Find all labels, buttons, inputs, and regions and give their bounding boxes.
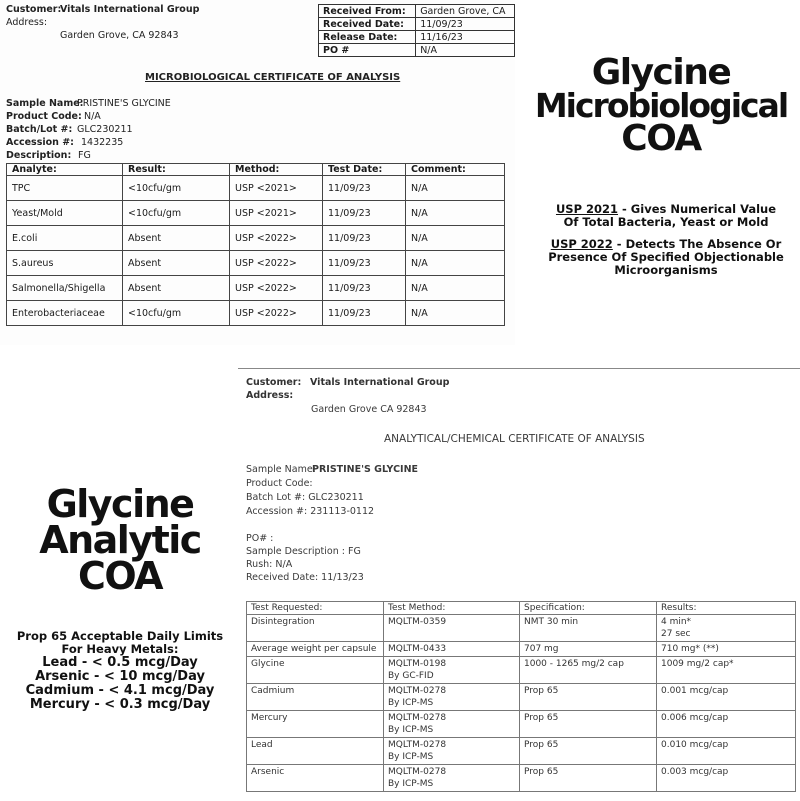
table-cell: Enterobacteriaceae: [7, 301, 123, 326]
result-cell: 1009 mg/2 cap*: [657, 657, 796, 684]
analytic-heading-line3: COA: [77, 554, 163, 599]
sample-name-value: PRISTINE'S GLYCINE: [77, 98, 171, 109]
test-cell: Lead: [247, 738, 384, 765]
prop65-lead: Lead - < 0.5 mcg/Day: [42, 655, 198, 670]
table-row: [7, 276, 505, 301]
result-cell: 710 mg* (**): [657, 642, 796, 657]
accession-label: Accession #:: [6, 137, 74, 148]
method-cell: [384, 657, 520, 684]
usp-2022-text: - Detects The Absence Or Presence Of Specified Objectionable Microorganisms: [548, 237, 784, 277]
received-info-table: [318, 4, 515, 57]
table-row: [247, 765, 796, 792]
result-cell: 0.010 mcg/cap: [657, 738, 796, 765]
result-cell: 0.006 mcg/cap: [657, 711, 796, 738]
table-cell: Absent: [123, 251, 230, 276]
table-cell: 11/09/23: [323, 226, 406, 251]
method-cell: MQLTM-0433: [384, 642, 520, 657]
prop65-cadmium: Cadmium - < 4.1 mcg/Day: [25, 683, 215, 698]
column-header: Specification:: [520, 602, 657, 615]
test-cell: Glycine: [247, 657, 384, 684]
table-cell: 11/09/23: [323, 276, 406, 301]
table-cell: 11/09/23: [323, 251, 406, 276]
test-cell: Arsenic: [247, 765, 384, 792]
micro-heading: [522, 52, 800, 159]
table-cell: USP <2021>: [230, 201, 323, 226]
table-cell: TPC: [7, 176, 123, 201]
micro-heading-line3: COA: [621, 117, 701, 159]
table-row: [247, 711, 796, 738]
table-row: [247, 642, 796, 657]
customer-value: Vitals International Group: [310, 377, 450, 388]
product-code-label: Product Code:: [6, 111, 82, 122]
received-date-value: 11/09/23: [416, 18, 515, 31]
test-cell: Average weight per capsule: [247, 642, 384, 657]
usp-2022-note: [548, 238, 784, 277]
test-cell: Mercury: [247, 711, 384, 738]
accession-value: 1432235: [81, 137, 124, 148]
table-cell: USP <2022>: [230, 226, 323, 251]
address-label: Address:: [246, 390, 294, 401]
table-row: [319, 31, 515, 44]
sample-name-value: PRISTINE'S GLYCINE: [312, 464, 419, 475]
column-header: Test Requested:: [247, 602, 384, 615]
table-row: [7, 176, 505, 201]
table-header-row: [7, 164, 505, 176]
method-line1: MQLTM-0278: [388, 713, 447, 723]
method-cell: [384, 765, 520, 792]
table-cell: N/A: [406, 226, 505, 251]
prop65-arsenic: Arsenic - < 10 mcg/Day: [35, 669, 205, 684]
received-date-label: Received Date:: [319, 18, 416, 31]
result-line2: 27 sec: [661, 629, 691, 639]
analytic-heading-line1: Glycine: [46, 482, 194, 526]
table-row: [247, 657, 796, 684]
table-row: [247, 615, 796, 642]
test-cell: Disintegration: [247, 615, 384, 642]
table-cell: USP <2021>: [230, 176, 323, 201]
method-line2: By ICP-MS: [388, 698, 434, 708]
table-cell: N/A: [406, 201, 505, 226]
description-label: Description:: [6, 150, 72, 161]
po-label: PO #: [319, 44, 416, 57]
table-row: [7, 251, 505, 276]
customer-value: Vitals International Group: [60, 4, 200, 15]
table-header-row: [247, 602, 796, 615]
table-cell: <10cfu/gm: [123, 201, 230, 226]
table-cell: 11/09/23: [323, 301, 406, 326]
received-date: Received Date: 11/13/23: [246, 572, 364, 583]
method-line1: MQLTM-0278: [388, 740, 447, 750]
table-cell: N/A: [406, 251, 505, 276]
table-cell: 11/09/23: [323, 176, 406, 201]
table-row: [319, 44, 515, 57]
prop65-intro: Prop 65 Acceptable Daily Limits For Heavy Metals:: [16, 629, 224, 656]
description-value: FG: [78, 150, 91, 161]
micro-coa-document: [0, 0, 515, 345]
usp-2021-note: [548, 203, 784, 229]
table-cell: Absent: [123, 226, 230, 251]
method-line2: By ICP-MS: [388, 779, 434, 789]
analytic-coa-title: ANALYTICAL/CHEMICAL CERTIFICATE OF ANALYSIS: [384, 433, 645, 445]
method-cell: [384, 615, 520, 642]
batch-lot: Batch Lot #: GLC230211: [246, 492, 364, 503]
micro-heading-line1: Glycine: [591, 52, 731, 93]
method-line2: By ICP-MS: [388, 725, 434, 735]
usp-2022-label: USP 2022: [550, 237, 613, 251]
table-row: [319, 18, 515, 31]
result-cell: 0.003 mcg/cap: [657, 765, 796, 792]
usp-2021-label: USP 2021: [555, 202, 619, 216]
column-header: Test Method:: [384, 602, 520, 615]
received-from-value: Garden Grove, CA: [416, 5, 515, 18]
table-cell: N/A: [406, 176, 505, 201]
spec-cell: Prop 65: [520, 738, 657, 765]
spec-cell: NMT 30 min: [520, 615, 657, 642]
method-cell: [384, 738, 520, 765]
table-cell: <10cfu/gm: [123, 301, 230, 326]
method-line1: MQLTM-0278: [388, 767, 447, 777]
method-line1: MQLTM-0198: [388, 659, 447, 669]
column-header: Comment:: [406, 164, 505, 176]
release-date-label: Release Date:: [319, 31, 416, 44]
rush: Rush: N/A: [246, 559, 293, 570]
method-line2: By GC-FID: [388, 671, 434, 681]
method-line2: By ICP-MS: [388, 752, 434, 762]
table-cell: <10cfu/gm: [123, 176, 230, 201]
table-cell: S.aureus: [7, 251, 123, 276]
table-row: [7, 201, 505, 226]
table-cell: E.coli: [7, 226, 123, 251]
spec-cell: Prop 65: [520, 765, 657, 792]
po-value: N/A: [416, 44, 515, 57]
spec-cell: 707 mg: [520, 642, 657, 657]
address-value: Garden Grove, CA 92843: [60, 30, 179, 41]
po-number: PO# :: [246, 533, 274, 544]
test-cell: Cadmium: [247, 684, 384, 711]
table-row: [7, 301, 505, 326]
micro-results-table: [6, 163, 505, 326]
product-code-value: N/A: [84, 111, 101, 122]
column-header: Test Date:: [323, 164, 406, 176]
method-line1: MQLTM-0278: [388, 686, 447, 696]
analytic-heading-line2: Analytic: [39, 518, 201, 563]
table-cell: Absent: [123, 276, 230, 301]
spec-cell: Prop 65: [520, 684, 657, 711]
method-cell: [384, 711, 520, 738]
spec-cell: 1000 - 1265 mg/2 cap: [520, 657, 657, 684]
batch-label: Batch/Lot #:: [6, 124, 73, 135]
analytic-heading: [10, 482, 230, 599]
analytic-results-table: [246, 601, 796, 792]
accession: Accession #: 231113-0112: [246, 506, 375, 517]
sample-name-label: Sample Name:: [6, 98, 84, 109]
table-row: [7, 226, 505, 251]
column-header: Result:: [123, 164, 230, 176]
customer-label: Customer:: [6, 4, 62, 15]
sample-description: Sample Description : FG: [246, 546, 361, 557]
table-cell: N/A: [406, 276, 505, 301]
micro-heading-line2: Microbiological: [534, 86, 788, 126]
table-row: [247, 684, 796, 711]
result-line1: 4 min*: [661, 617, 692, 627]
column-header: Analyte:: [7, 164, 123, 176]
release-date-value: 11/16/23: [416, 31, 515, 44]
table-row: [319, 5, 515, 18]
table-cell: 11/09/23: [323, 201, 406, 226]
table-row: [247, 738, 796, 765]
column-header: Results:: [657, 602, 796, 615]
batch-value: GLC230211: [77, 124, 133, 135]
address-label: Address:: [6, 17, 48, 28]
received-from-label: Received From:: [319, 5, 416, 18]
table-cell: USP <2022>: [230, 251, 323, 276]
method-cell: [384, 684, 520, 711]
table-cell: Salmonella/Shigella: [7, 276, 123, 301]
table-cell: USP <2022>: [230, 276, 323, 301]
column-header: Method:: [230, 164, 323, 176]
product-code: Product Code:: [246, 478, 313, 489]
analytic-coa-document: [238, 368, 800, 801]
result-cell: [657, 615, 796, 642]
customer-label: Customer:: [246, 377, 302, 388]
spec-cell: Prop 65: [520, 711, 657, 738]
address-value: Garden Grove CA 92843: [311, 404, 427, 415]
micro-coa-title: MICROBIOLOGICAL CERTIFICATE OF ANALYSIS: [145, 72, 401, 83]
table-cell: USP <2022>: [230, 301, 323, 326]
table-cell: N/A: [406, 301, 505, 326]
table-cell: Yeast/Mold: [7, 201, 123, 226]
sample-name-label: Sample Name:: [246, 464, 316, 475]
result-cell: 0.001 mcg/cap: [657, 684, 796, 711]
method-line1: MQLTM-0359: [388, 617, 447, 627]
prop65-limits: [6, 630, 234, 712]
prop65-mercury: Mercury - < 0.3 mcg/Day: [29, 697, 211, 712]
usp-2021-text: - Gives Numerical Value Of Total Bacteria, Yeast or Mold: [563, 202, 777, 229]
